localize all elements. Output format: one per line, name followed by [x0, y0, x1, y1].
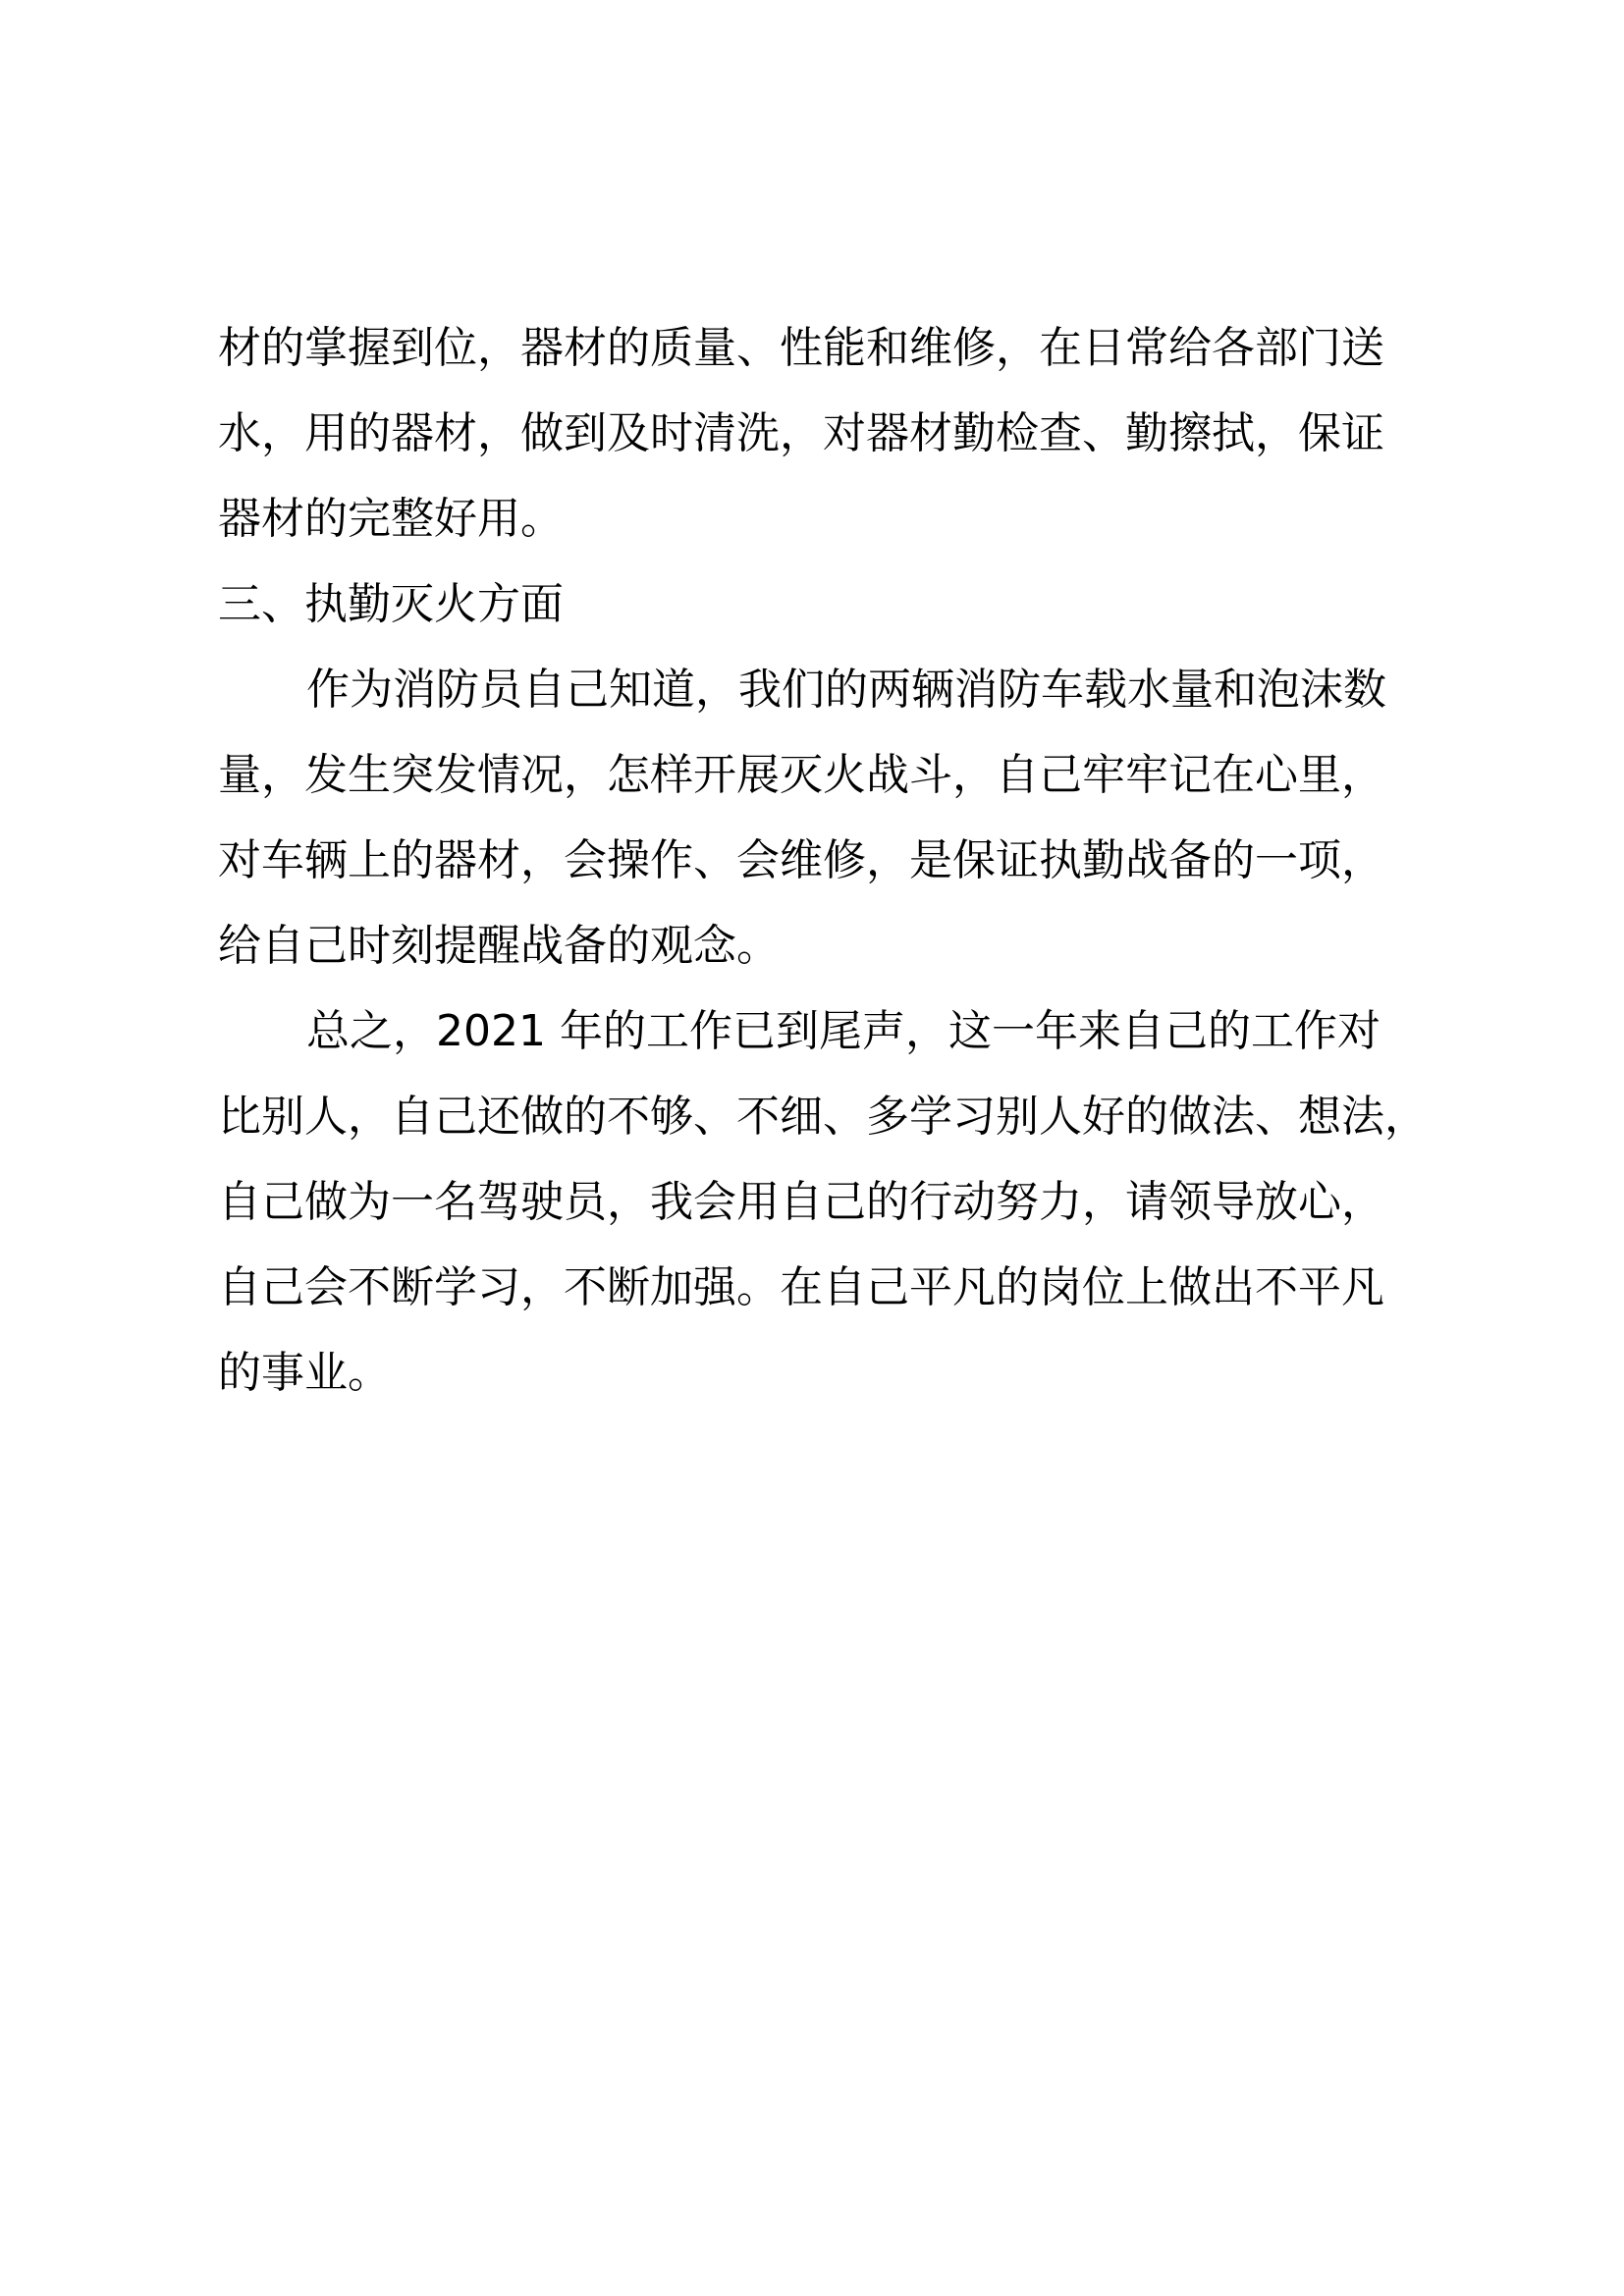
text-line: 比别人，自己还做的不够、不细、多学习别人好的做法、想法，: [218, 1092, 1428, 1142]
text-line-continuation: 器材的完整好用。: [218, 494, 564, 544]
text-line: 自己做为一名驾驶员，我会用自己的行动努力，请领导放心，: [218, 1177, 1384, 1227]
section-heading: 三、执勤灭火方面: [218, 579, 564, 629]
text-line: 给自己时刻提醒战备的观念。: [218, 921, 780, 971]
text-line: 对车辆上的器材，会操作、会维修，是保证执勤战备的一项，: [218, 835, 1384, 885]
document-body: [218, 305, 1435, 1415]
text-line: 自己会不断学习，不断加强。在自己平凡的岗位上做出不平凡: [218, 1262, 1384, 1312]
paragraph-start-line: 总之，2021 年的工作已到尾声，这一年来自己的工作对: [306, 1006, 1380, 1056]
text-line-continuation: 材的掌握到位，器材的质量、性能和维修，在日常给各部门送: [218, 323, 1384, 373]
text-line: 量，发生突发情况，怎样开展灭火战斗，自己牢牢记在心里，: [218, 750, 1384, 800]
paragraph-start-line: 作为消防员自己知道，我们的两辆消防车载水量和泡沫数: [306, 665, 1386, 715]
text-line: 的事业。: [218, 1348, 391, 1398]
text-line-continuation: 水，用的器材，做到及时清洗，对器材勤检查、勤擦拭，保证: [218, 408, 1384, 458]
